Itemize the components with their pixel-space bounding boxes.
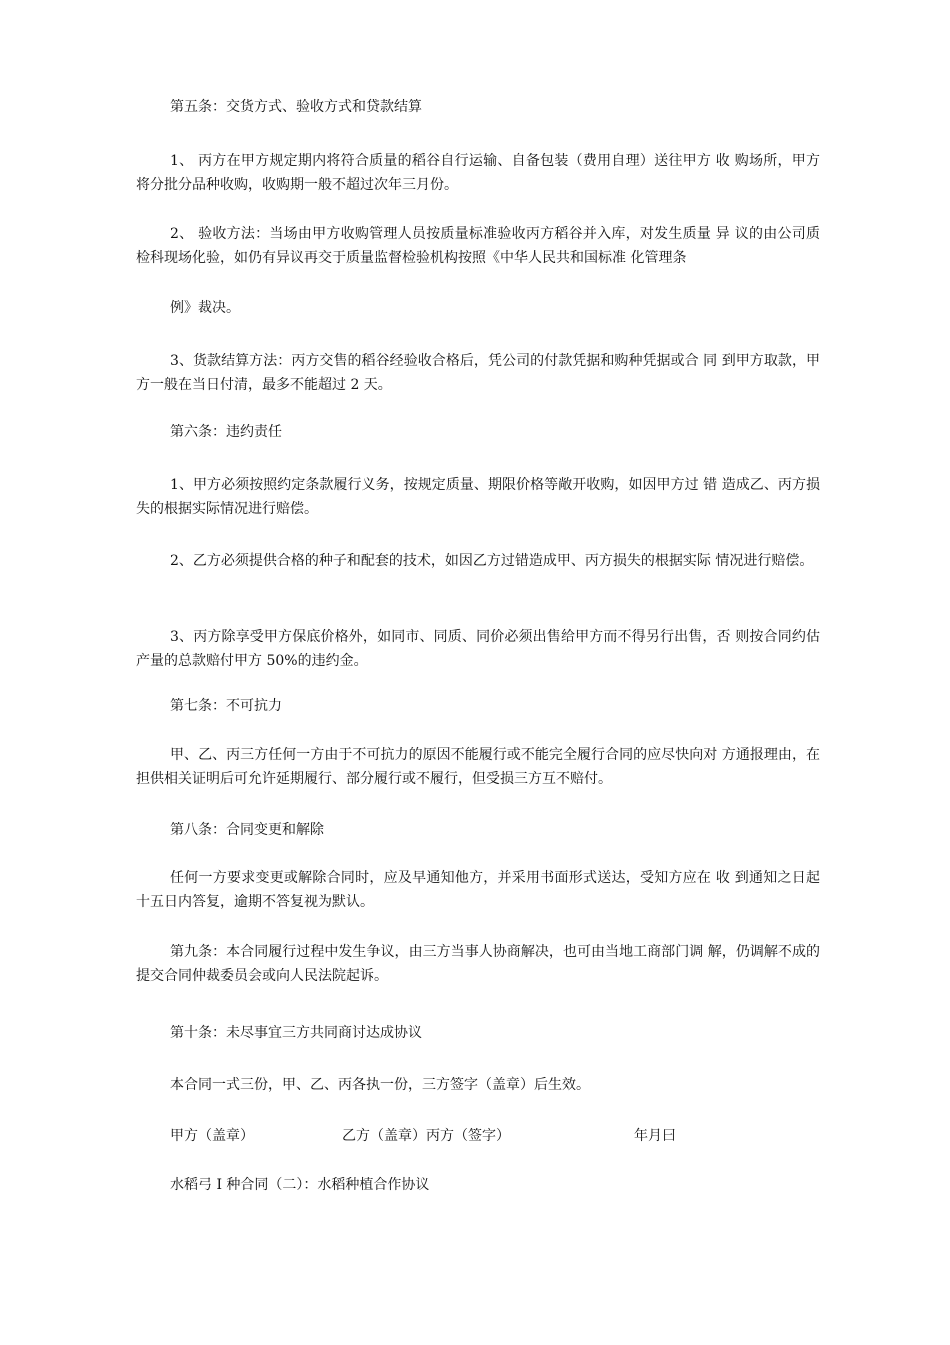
article6-paragraph-2: 2、乙方必须提供合格的种子和配套的技术，如因乙方过错造成甲、丙方损失的根据实际 情况进行赔偿。 [170, 553, 814, 569]
signature-date: 年月曰 [634, 1128, 676, 1144]
article8-paragraph-1: 任何一方要求变更或解除合同时，应及早通知他方，并采用书面形式送达，受知方应在 收 到通知之日起十五日内答复，逾期不答复视为默认。 [136, 870, 820, 910]
article5-paragraph-2: 2、 验收方法：当场由甲方收购管理人员按质量标准验收丙方稻谷并入库，对发生质量 异 议的由公司质检科现场化验，如仍有异议再交于质量监督检验机构按照《中华人民共和国标准 化管理条 [136, 226, 820, 266]
signature-party-b-c: 乙方（盖章）丙方（签字） [342, 1128, 510, 1144]
article5-paragraph-2-continued: 例》裁决。 [170, 300, 240, 316]
signature-party-a: 甲方（盖章） [170, 1128, 254, 1144]
article6-paragraph-3: 3、丙方除享受甲方保底价格外，如同市、同质、同价必须出售给甲方而不得另行出售，否 则按合同约估产量的总款赔付甲方 50%的违约金。 [136, 629, 820, 669]
article5-paragraph-3: 3、货款结算方法：丙方交售的稻谷经验收合格后，凭公司的付款凭据和购种凭据或合 同 到甲方取款，甲方一般在当日付清，最多不能超过 2 天。 [136, 353, 820, 393]
article6-heading: 第六条：违约责任 [170, 424, 282, 440]
next-contract-title: 水稻弓 I 种合同（二）：水稻种植合作协议 [170, 1177, 430, 1193]
article5-heading: 第五条：交货方式、验收方式和贷款结算 [170, 99, 422, 115]
article10-paragraph: 本合同一式三份，甲、乙、丙各执一份，三方签字（盖章）后生效。 [170, 1077, 590, 1093]
article9-paragraph: 第九条：本合同履行过程中发生争议，由三方当事人协商解决，也可由当地工商部门调 解，仍调解不成的提交合同仲裁委员会或向人民法院起诉。 [136, 944, 820, 984]
article5-paragraph-1: 1、 丙方在甲方规定期内将符合质量的稻谷自行运输、自备包装（费用自理）送往甲方 收 购场所，甲方将分批分品种收购，收购期一般不超过次年三月份。 [136, 153, 820, 193]
article7-heading: 第七条：不可抗力 [170, 698, 282, 714]
article8-heading: 第八条：合同变更和解除 [170, 822, 324, 838]
article10-heading: 第十条：未尽事宜三方共同商讨达成协议 [170, 1025, 422, 1041]
article7-paragraph-1: 甲、乙、丙三方任何一方由于不可抗力的原因不能履行或不能完全履行合同的应尽快向对 方通报理由，在担供相关证明后可允许延期履行、部分履行或不履行，但受损三方互不赔付。 [136, 747, 820, 787]
article6-paragraph-1: 1、甲方必须按照约定条款履行义务，按规定质量、期限价格等敞开收购，如因甲方过 错 造成乙、丙方损失的根据实际情况进行赔偿。 [136, 477, 820, 517]
